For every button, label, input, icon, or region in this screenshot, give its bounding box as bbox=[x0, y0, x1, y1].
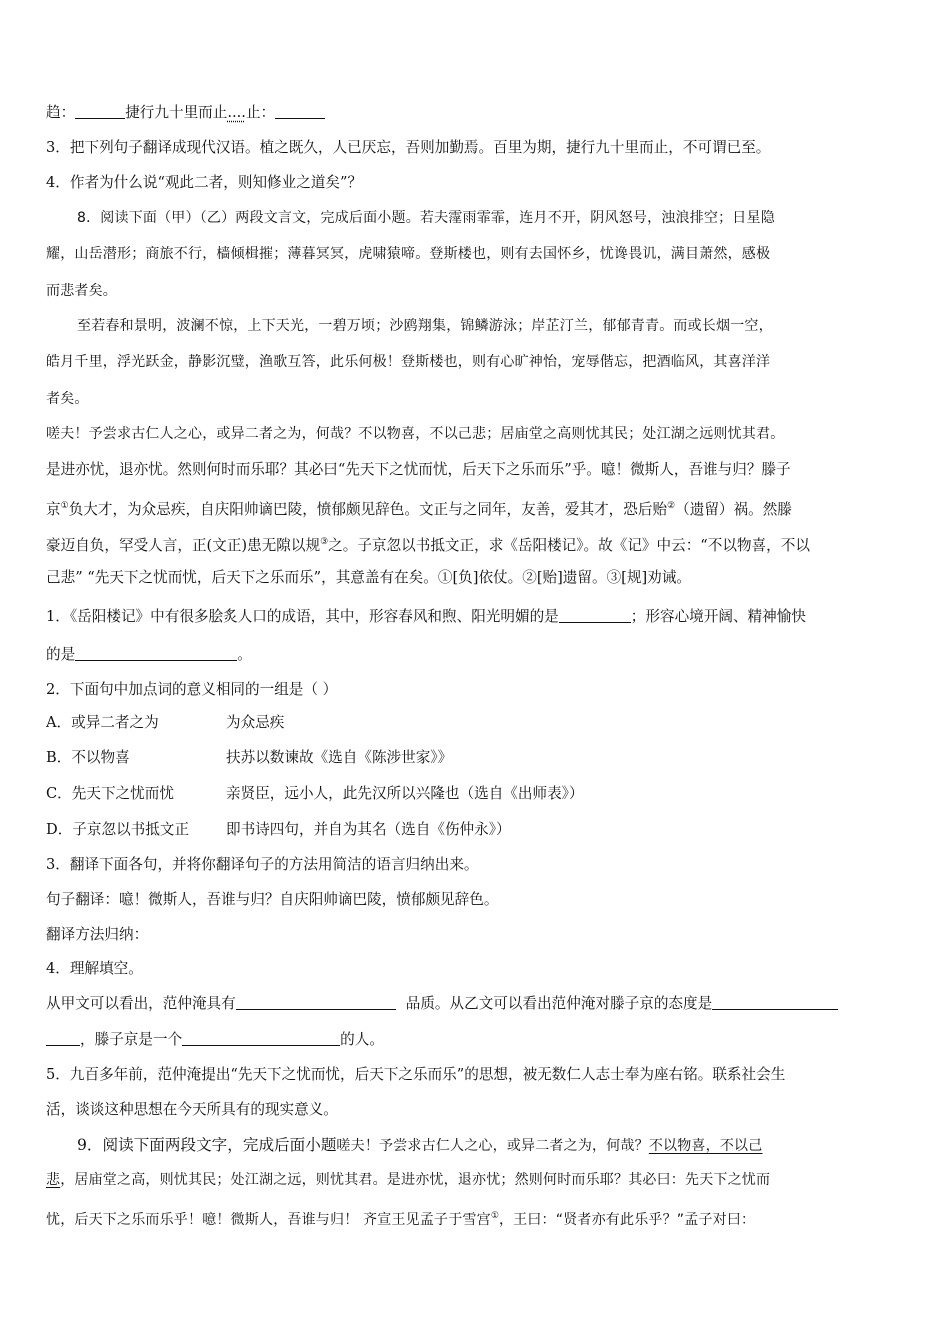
q8-sub1-line1: 1．《岳阳楼记》中有很多脍炙人口的成语，其中，形容春风和煦、阳光明媚的是 ；形容心境开阔、精神愉快 bbox=[46, 608, 806, 625]
q8-passage-p3-line2: 是进亦忧，退亦忧。然则何时而乐耶？其必曰“先天下之忧而忧，后天下之乐而乐”乎。噫！微斯人，吾谁与归？滕子 bbox=[46, 461, 791, 478]
q9-line3: 忧，后天下之乐而乐乎！噫！微斯人，吾谁与归！ 齐宣王见孟子于雪宫①，王曰：“贤者亦有此乐乎？”孟子对曰： bbox=[46, 1211, 756, 1228]
q8-sub1-line2: 的是 。 bbox=[46, 646, 252, 663]
answer-blank[interactable] bbox=[236, 995, 396, 1010]
q8-sub4: 4．理解填空。 bbox=[46, 960, 143, 977]
q8-sub3-sentence: 句子翻译：噫！微斯人，吾谁与归？自庆阳帅谪巴陵，愤郁颇见辞色。 bbox=[46, 891, 499, 908]
q8-passage-jia-line3: 而悲者矣。 bbox=[46, 283, 117, 299]
q8-sub4-line2: ，滕子京是一个 的人。 bbox=[46, 1030, 908, 1050]
q8-passage-p3-line4: 豪迈自负，罕受人言，正(文正)患无隙以规③之。子京忽以书抵文正，求《岳阳楼记》。故《记》中云：“不以物喜，不以 bbox=[46, 537, 810, 554]
q8-sub2: 2．下面句中加点词的意义相同的一组是（ ） bbox=[46, 681, 338, 698]
q8-passage-p3-line3: 京①负大才，为众忌疾，自庆阳帅谪巴陵，愤郁颇见辞色。文正与之同年，友善，爱其才，恐后贻②（遗留）祸。然滕 bbox=[46, 501, 792, 518]
answer-blank[interactable] bbox=[275, 104, 325, 119]
answer-blank[interactable] bbox=[712, 995, 838, 1010]
answer-blank[interactable] bbox=[559, 608, 631, 623]
q8-passage-p3-line1: 嗟夫！予尝求古仁人之心，或异二者之为，何哉？不以物喜，不以己悲；居庙堂之高则忧其民；处江湖之远则忧其君。 bbox=[46, 426, 785, 442]
q8-sub5-line1: 5．九百多年前，范仲淹提出“先天下之忧而忧，后天下之乐而乐”的思想，被无数仁人志士奉为座右铭。联系社会生 bbox=[46, 1066, 786, 1083]
q8-passage-jia-p2-line1: 至若春和景明，波澜不惊，上下天光，一碧万顷；沙鸥翔集，锦鳞游泳；岸芷汀兰，郁郁青青。而或长烟一空， bbox=[77, 318, 773, 334]
option-a[interactable]: A．或异二者之为 为众忌疾 bbox=[46, 714, 285, 731]
q8-passage-jia-line1: 8．阅读下面（甲）（乙）两段文言文，完成后面小题。若夫霪雨霏霏，连月不开，阴风怒号，浊浪排空；日星隐 bbox=[77, 210, 775, 226]
answer-blank[interactable] bbox=[75, 646, 237, 661]
option-c[interactable]: C．先天下之忧而忧 亲贤臣，远小人，此先汉所以兴隆也（选自《出师表》） bbox=[46, 785, 584, 802]
option-d[interactable]: D．子京忽以书抵文正 即书诗四句，并自为其名（选自《伤仲永》） bbox=[46, 821, 511, 838]
answer-blank[interactable] bbox=[75, 104, 125, 119]
q8-sub3: 3．翻译下面各句，并将你翻译句子的方法用简洁的语言归纳出来。 bbox=[46, 856, 479, 873]
q9-line2: 悲，居庙堂之高，则忧其民；处江湖之远，则忧其君。是进亦忧，退亦忧；然则何时而乐耶？其必曰：先天下之忧而 bbox=[46, 1172, 771, 1188]
q7-line1: 趋： 捷行九十里而止....止： bbox=[46, 103, 908, 123]
answer-blank[interactable] bbox=[182, 1031, 340, 1046]
q9-line1: 9．阅读下面两段文字，完成后面小题嗟夫！予尝求古仁人之心，或异二者之为，何哉？不以物喜，不以己 bbox=[77, 1136, 763, 1154]
q7-sub4: 4．作者为什么说“观此二者，则知修业之道矣”？ bbox=[46, 174, 363, 191]
q8-sub3-method: 翻译方法归纳： bbox=[46, 926, 149, 943]
q8-sub5-line2: 活，谈谈这种思想在今天所具有的现实意义。 bbox=[46, 1101, 338, 1118]
q8-passage-jia-p2-line3: 者矣。 bbox=[46, 391, 89, 407]
q8-passage-jia-p2-line2: 皓月千里，浮光跃金，静影沉璧，渔歌互答，此乐何极！登斯楼也，则有心旷神怡，宠辱偕忘，把酒临风，其喜洋洋 bbox=[46, 354, 771, 370]
option-b[interactable]: B．不以物喜 扶苏以数谏故《选自《陈涉世家》》 bbox=[46, 749, 453, 766]
q8-passage-jia-line2: 耀，山岳潜形；商旅不行，樯倾楫摧；薄暮冥冥，虎啸猿啼。登斯楼也，则有去国怀乡，忧谗畏讥，满目萧然，感极 bbox=[46, 246, 771, 262]
q8-passage-p3-line5: 己悲” “先天下之忧而忧，后天下之乐而乐”，其意盖有在矣。①[负]依仗。②[贻]遗留。③[规]劝诫。 bbox=[46, 569, 691, 586]
q7-sub3: 3．把下列句子翻译成现代汉语。植之既久，人已厌忘，吾则加勤焉。百里为期，捷行九十里而止，不可谓已至。 bbox=[46, 139, 771, 156]
q8-sub4-line1: 从甲文可以看出，范仲淹具有 品质。从乙文可以看出范仲淹对滕子京的态度是 bbox=[46, 994, 908, 1014]
answer-blank[interactable] bbox=[46, 1031, 80, 1046]
